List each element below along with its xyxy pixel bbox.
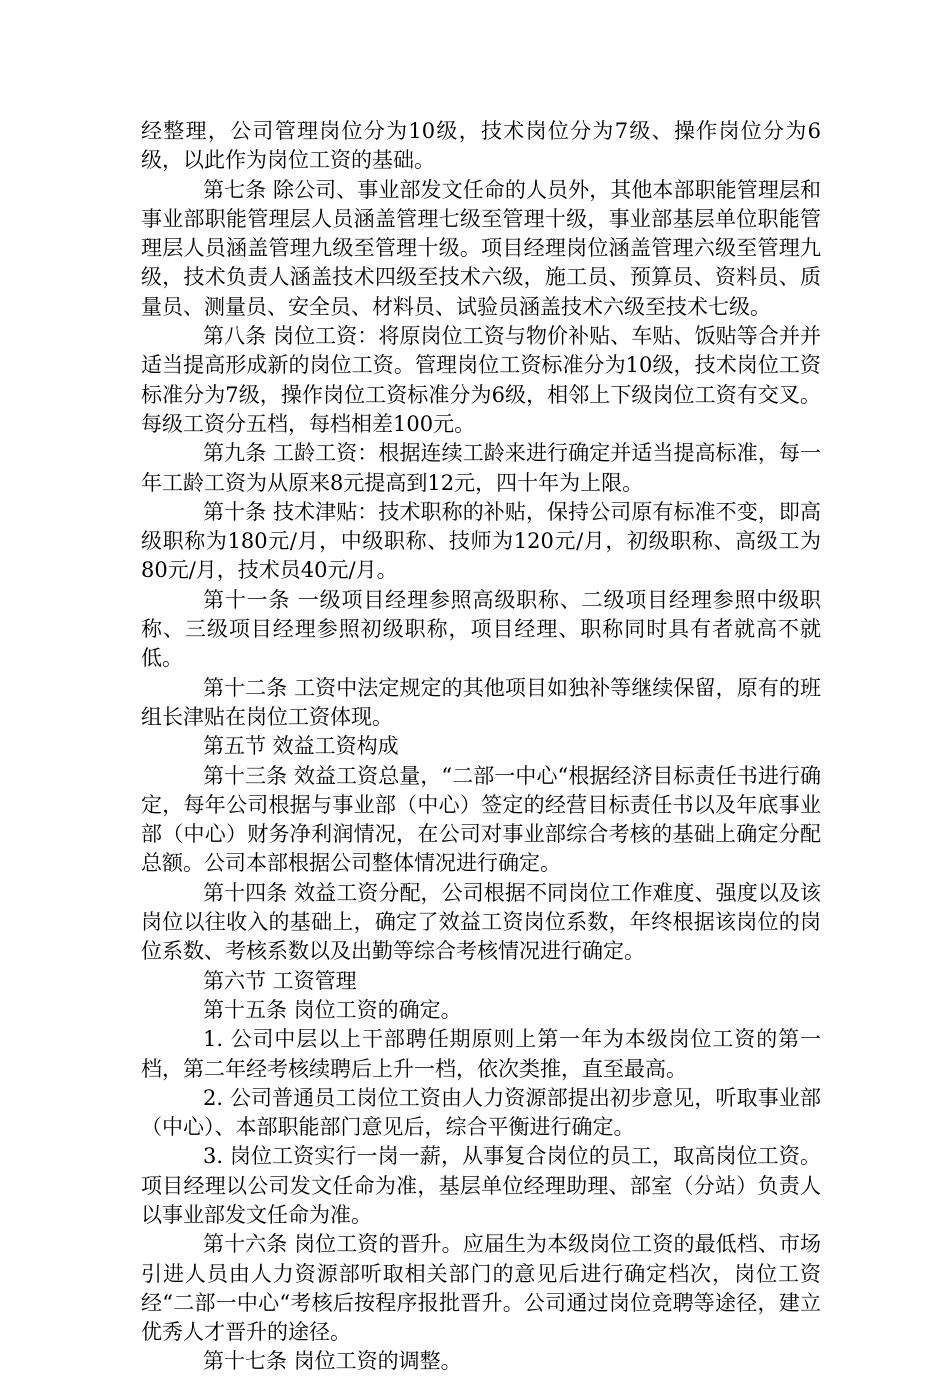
paragraph: 第八条 岗位工资：将原岗位工资与物价补贴、车贴、饭贴等合并并适当提高形成新的岗位工资。管理岗位工资标准分为10级，技术岗位工资标准分为7级，操作岗位工资标准分为6级，相邻上下级岗位工资有交叉。每级工资分五档，每档相差100元。 bbox=[141, 324, 821, 436]
section-heading: 第五节 效益工资构成 bbox=[203, 734, 399, 759]
paragraph: 第十五条 岗位工资的确定。 bbox=[203, 997, 462, 1022]
paragraph: 第十七条 岗位工资的调整。 bbox=[203, 1349, 462, 1374]
paragraph: 第九条 工龄工资：根据连续工龄来进行确定并适当提高标准，每一年工龄工资为从原来8元提高到12元，四十年为上限。 bbox=[141, 441, 821, 495]
paragraph: 第十条 技术津贴：技术职称的补贴，保持公司原有标准不变，即高级职称为180元/月，中级职称、技师为120元/月，初级职称、高级工为80元/月，技术员40元/月。 bbox=[141, 499, 821, 583]
paragraph: 第十三条 效益工资总量，“二部一中心“根据经济目标责任书进行确定，每年公司根据与事业部（中心）签定的经营目标责任书以及年底事业部（中心）财务净利润情况，在公司对事业部综合考核的基础上确定分配总额。公司本部根据公司整体情况进行确定。 bbox=[141, 763, 821, 876]
list-item: 1. 公司中层以上干部聘任期原则上第一年为本级岗位工资的第一档，第二年经考核续聘后上升一档，依次类推，直至最高。 bbox=[141, 1027, 821, 1081]
document-body bbox=[141, 117, 821, 1377]
paragraph: 第十四条 效益工资分配，公司根据不同岗位工作难度、强度以及该岗位以往收入的基础上，确定了效益工资岗位系数，年终根据该岗位的岗位系数、考核系数以及出勤等综合考核情况进行确定。 bbox=[141, 880, 821, 964]
paragraph: 第七条 除公司、事业部发文任命的人员外，其他本部职能管理层和事业部职能管理层人员涵盖管理七级至管理十级，事业部基层单位职能管理层人员涵盖管理九级至管理十级。项目经理岗位涵盖管理六级至管理九级，技术负责人涵盖技术四级至技术六级，施工员、预算员、资料员、质量员、测量员、安全员、材料员、试验员涵盖技术六级至技术七级。 bbox=[141, 177, 821, 319]
section-heading: 第六节 工资管理 bbox=[203, 968, 357, 993]
list-item: 2. 公司普通员工岗位工资由人力资源部提出初步意见，听取事业部（中心）、本部职能部门意见后，综合平衡进行确定。 bbox=[141, 1085, 821, 1140]
paragraph: 第十二条 工资中法定规定的其他项目如独补等继续保留，原有的班组长津贴在岗位工资体现。 bbox=[141, 675, 821, 729]
paragraph: 第十六条 岗位工资的晋升。应届生为本级岗位工资的最低档、市场引进人员由人力资源部听取相关部门的意见后进行确定档次，岗位工资经“二部一中心“考核后按程序报批晋升。公司通过岗位竞聘等途径，建立优秀人才晋升的途径。 bbox=[141, 1232, 821, 1345]
paragraph: 第十一条 一级项目经理参照高级职称、二级项目经理参照中级职称、三级项目经理参照初级职称，项目经理、职称同时具有者就高不就低。 bbox=[141, 587, 821, 671]
list-item: 3. 岗位工资实行一岗一薪，从事复合岗位的员工，取高岗位工资。项目经理以公司发文任命为准，基层单位经理助理、部室（分站）负责人以事业部发文任命为准。 bbox=[141, 1144, 821, 1227]
paragraph: 经整理，公司管理岗位分为10级，技术岗位分为7级、操作岗位分为6级，以此作为岗位工资的基础。 bbox=[141, 119, 821, 173]
